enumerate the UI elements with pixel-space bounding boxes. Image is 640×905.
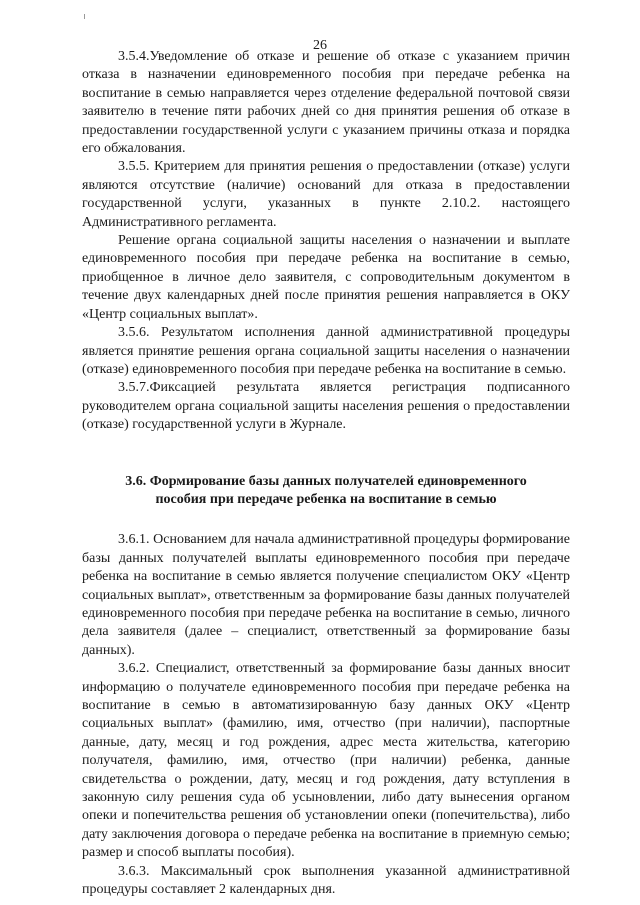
paragraph-3-5-5: 3.5.5. Критерием для принятия решения о предоставлении (отказе) услуги являются отсутствие (наличие) оснований для отказа в предоставлении государственной услуги, указанных в пункте 2.10.2. настоящего Административного регламента. [82, 159, 570, 230]
document-body [82, 48, 570, 899]
paragraph-3-6-1: 3.6.1. Основанием для начала административной процедуры формирование базы данных получателей выплаты единовременного пособия при передаче ребенка на воспитание в семью является получение специалистом ОКУ «Центр социальных выплат», ответственным за формирование базы данных получателей единовременного пособия при передаче ребенка на воспитание в семью, личного дела заявителя (далее – специалист, ответственный за формирование базы данных). [82, 532, 570, 658]
page-number: 26 [313, 38, 327, 53]
section-heading-3-6 [82, 473, 570, 510]
scan-artifact [84, 14, 85, 19]
paragraph-decision: Решение органа социальной защиты населения о назначении и выплате единовременного пособия при передаче ребенка на воспитание в семью, приобщенное в личное дело заявителя, с сопроводительным документом в течение двух календарных дней после принятия решения направляется в ОКУ «Центр социальных выплат». [82, 233, 570, 322]
paragraph-3-5-4: 3.5.4.Уведомление об отказе и решение об отказе с указанием причин отказа в назначении единовременного пособия при передаче ребенка на воспитание в семью направляется через отделение федеральной почтовой связи заявителю в течение пяти рабочих дней со дня принятия решения об отказе в предоставлении государственной услуги с указанием причины отказа и порядка его обжалования. [82, 49, 570, 157]
paragraph-3-5-6: 3.5.6. Результатом исполнения данной административной процедуры является принятие решения органа социальной защиты населения о назначении (отказе) единовременного пособия при передаче ребенка на воспитание в семью. [82, 325, 570, 377]
paragraph-3-6-3: 3.6.3. Максимальный срок выполнения указанной административной процедуры составляет 2 календарных дня. [82, 863, 570, 898]
paragraph-3-5-7: 3.5.7.Фиксацией результата является регистрация подписанного руководителем органа социальной защиты населения решения о предоставлении (отказе) государственной услуги в Журнале. [82, 380, 570, 433]
section-heading-line-1: 3.6. Формирование базы данных получателей единовременного [125, 473, 527, 489]
section-heading-line-2: пособия при передаче ребенка на воспитание в семью [155, 491, 497, 507]
paragraph-3-6-2: 3.6.2. Специалист, ответственный за формирование базы данных вносит информацию о получателе единовременного пособия при передаче ребенка на воспитание в семью в автоматизированную базу данных ОКУ «Центр социальных выплат» (фамилию, имя, отчество (при наличии), паспортные данные, дату, месяц и год рождения, адрес места жительства, категорию получателя, фамилию, имя, отчество (при наличии) ребенка, данные свидетельства о рождении, дату, месяц и год рождения, дату вступления в законную силу решения суда об усыновлении, либо дату вынесения органом опеки и попечительства решения об установлении опеки (попечительства), либо дату заключения договора о передаче ребенка на воспитание в приемную семью; размер и способ выплаты пособия). [82, 661, 570, 861]
